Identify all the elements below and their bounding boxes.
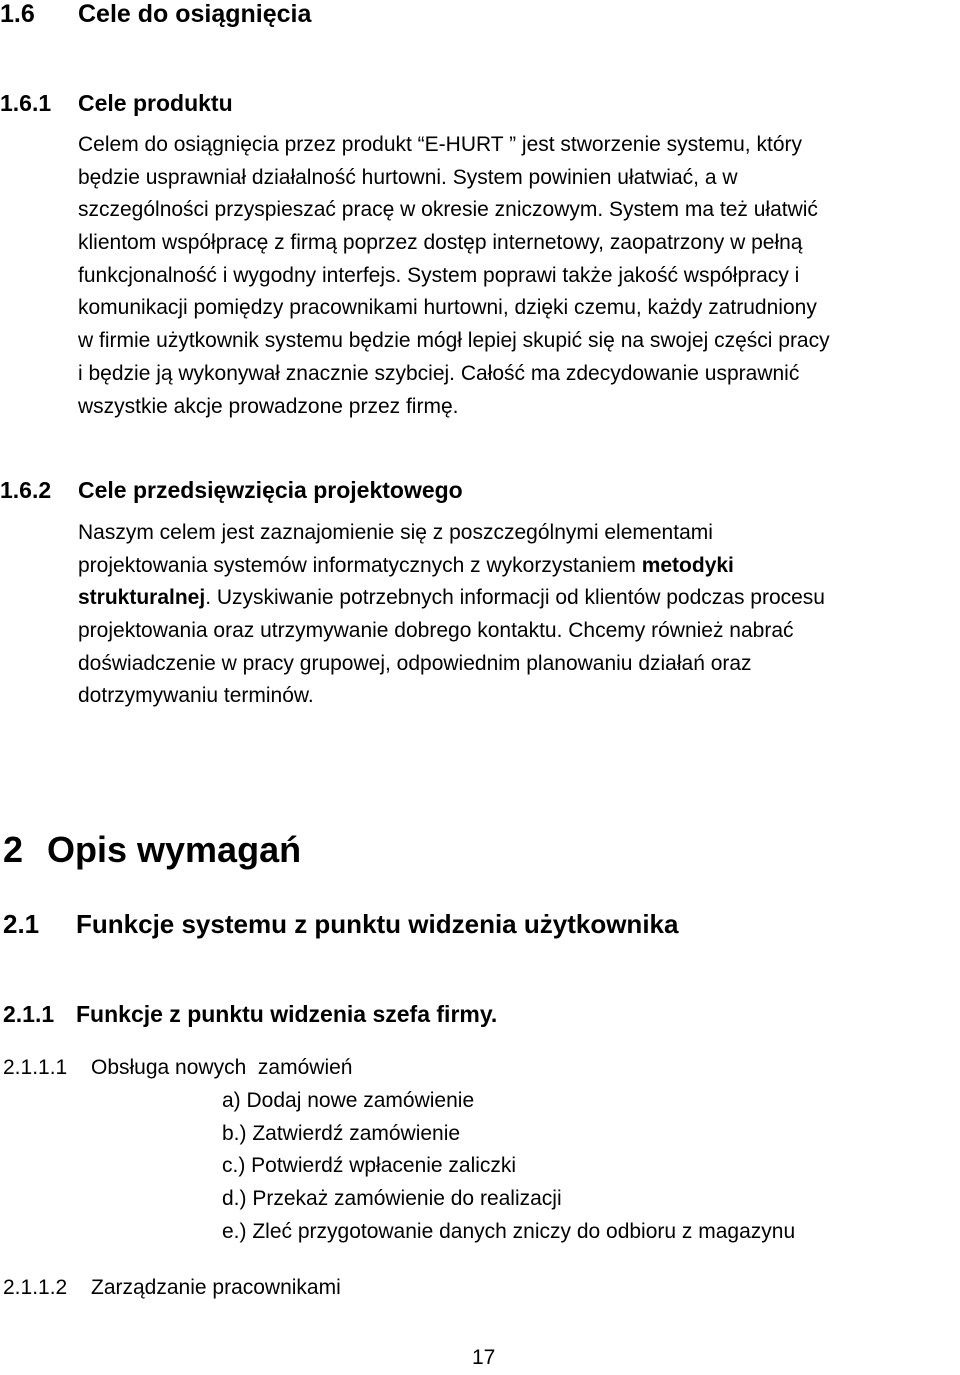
list-item: a) Dodaj nowe zamówienie (222, 1089, 475, 1112)
paragraph-line: w firmie użytkownik systemu będzie mógł lepiej skupić się na swojej części pracy (78, 329, 830, 353)
list-item: e.) Zleć przygotowanie danych zniczy do odbioru z magazynu (222, 1219, 796, 1243)
section-title: Zarządzanie pracownikami (91, 1276, 341, 1299)
list-item: b.) Zatwierdź zamówienie (222, 1121, 461, 1145)
list-item: d.) Przekaż zamówienie do realizacji (222, 1187, 562, 1211)
emphasis-text: metodyki (641, 553, 734, 577)
paragraph-line: i będzie ją wykonywał znacznie szybciej. Całość ma zdecydowanie usprawnić (78, 361, 800, 385)
paragraph-product-goals (78, 129, 830, 423)
paragraph-line (78, 680, 825, 713)
section-number: 2.1.1 (3, 1001, 55, 1027)
paragraph-line: szczególności przyspieszać pracę w okresie zniczowym. System ma też ułatwić (78, 198, 818, 222)
page-number: 17 (472, 1346, 496, 1369)
paragraph-line: komunikacji pomiędzy pracownikami hurtowni, dzięki czemu, każdy zatrudniony (78, 296, 817, 320)
paragraph-text: dotrzymywaniu terminów. (78, 684, 314, 708)
paragraph-line (78, 615, 825, 648)
section-title: Cele do osiągnięcia (78, 0, 312, 28)
paragraph-text: doświadczenie w pracy grupowej, odpowiednim planowaniu działań oraz (78, 651, 752, 675)
list-item: c.) Potwierdź wpłacenie zaliczki (222, 1154, 517, 1178)
section-number: 2.1.1.1 (3, 1056, 68, 1079)
order-actions-list (222, 1085, 795, 1248)
section-title: Cele produktu (78, 90, 233, 116)
paragraph-text: projektowania oraz utrzymywanie dobrego kontaktu. Chcemy również nabrać (78, 619, 794, 643)
paragraph-line: wszystkie akcje prowadzone przez firmę. (78, 394, 459, 418)
paragraph-line: Celem do osiągnięcia przez produkt “E-HURT ” jest stworzenie systemu, który (78, 133, 802, 156)
section-number: 2.1.1.2 (3, 1276, 68, 1299)
paragraph-line: będzie usprawniał działalność hurtowni. System powinien ułatwiać, a w (78, 165, 738, 189)
paragraph-line: funkcjonalność i wygodny interfejs. System poprawi także jakość współpracy i (78, 263, 800, 287)
emphasis-text: strukturalnej (78, 586, 206, 610)
section-number: 1.6.1 (0, 90, 52, 116)
paragraph-line: klientom współpracę z firmą poprzez dostęp internetowy, zaopatrzony w pełną (78, 231, 803, 255)
paragraph-text: . Uzyskiwanie potrzebnych informacji od klientów podczas procesu (205, 586, 825, 610)
paragraph-line (78, 550, 825, 583)
section-title: Funkcje z punktu widzenia szefa firmy. (76, 1001, 498, 1027)
section-title: Opis wymagań (47, 829, 302, 870)
section-number: 2 (3, 829, 24, 870)
section-number: 2.1 (3, 909, 40, 939)
paragraph-line (78, 648, 825, 681)
paragraph-project-goals (78, 517, 825, 713)
section-number: 1.6 (0, 0, 35, 28)
section-title: Funkcje systemu z punktu widzenia użytkownika (76, 909, 679, 939)
paragraph-text: Naszym celem jest zaznajomienie się z poszczególnymi elementami (78, 521, 713, 544)
paragraph-line (78, 517, 825, 550)
paragraph-line (78, 582, 825, 615)
paragraph-text: projektowania systemów informatycznych z wykorzystaniem (78, 553, 642, 577)
section-title: Obsługa nowych zamówień (91, 1056, 353, 1079)
section-title: Cele przedsięwzięcia projektowego (78, 477, 463, 503)
section-number: 1.6.2 (0, 477, 52, 503)
